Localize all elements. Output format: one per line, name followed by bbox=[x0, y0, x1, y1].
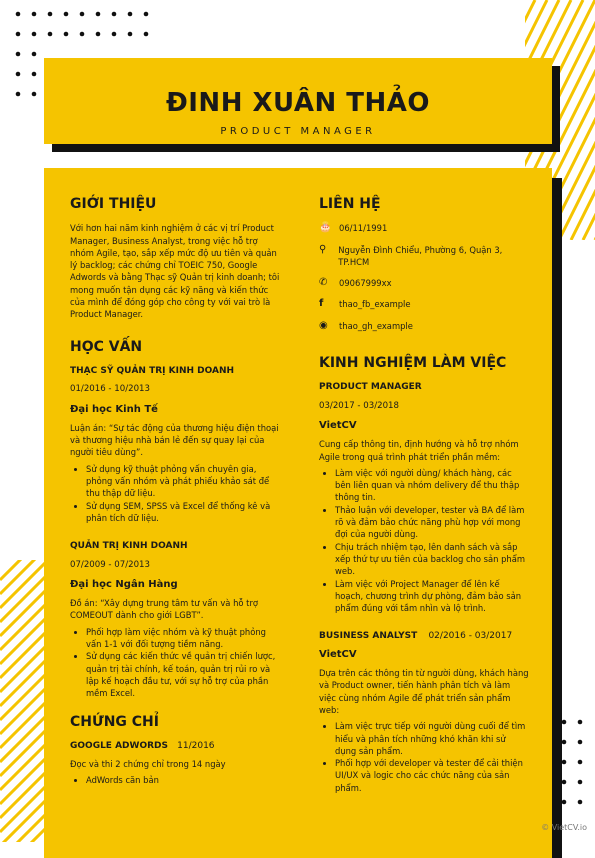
certificate-name: GOOGLE ADWORDS bbox=[70, 740, 168, 751]
list-item: • Làm việc với Project Manager để lên kế hoạch, chương trình dự phòng, đảm bảo sản phẩm đúng với tầm nhìn và lộ trình. bbox=[335, 578, 529, 615]
job-position: BUSINESS ANALYST bbox=[319, 631, 418, 642]
contact-phone bbox=[319, 277, 529, 289]
candidate-name: ĐINH XUÂN THẢO bbox=[165, 88, 431, 118]
job-bullets bbox=[319, 467, 529, 615]
job-date: 02/2016 - 03/2017 bbox=[428, 631, 513, 642]
education-section bbox=[70, 338, 280, 700]
degree-desc: Luận án: “Sự tác động của thương hiệu điện thoại và thương hiệu nhà bán lẻ đến sự quay lại của người tiêu dùng”. bbox=[70, 422, 279, 458]
school-name: Đại học Kinh Tế bbox=[70, 403, 158, 415]
experience-title: KINH NGHIỆM LÀM VIỆC bbox=[319, 355, 507, 372]
degree-bullets bbox=[70, 626, 280, 700]
education-title: HỌC VẤN bbox=[70, 338, 143, 355]
degree-title: QUẢN TRỊ KINH DOANH bbox=[70, 541, 188, 552]
contact-text: 06/11/1991 bbox=[339, 223, 388, 234]
job-item bbox=[319, 381, 529, 614]
school-name: Đại học Ngân Hàng bbox=[70, 578, 178, 590]
degree-date: 07/2009 - 07/2013 bbox=[70, 559, 150, 570]
phone-icon: ✆ bbox=[319, 277, 328, 289]
about-text: Với hơn hai năm kinh nghiệm ở các vị trí Product Manager, Business Analyst, trong việc hỗ trợ nhóm Agile, tạo, sắp xếp mức độ ưu tiên và quản lý backlog; các chứng chỉ TOEIC 750, Google Adwords và bằng Thạc sỹ Quản trị kinh doanh; tôi mong muốn tận dụng các kỹ năng và kiến thức của mình để đóng góp cho công ty với vai trò là Product Manager. bbox=[70, 223, 280, 320]
contact-section bbox=[319, 198, 529, 332]
contact-text[interactable]: thao_fb_example bbox=[339, 299, 411, 310]
contact-text: Nguyễn Đình Chiểu, Phường 6, Quận 3, TP.HCM bbox=[338, 244, 503, 267]
degree-date: 01/2016 - 10/2013 bbox=[70, 384, 150, 395]
contact-github[interactable] bbox=[319, 320, 529, 332]
list-item: • Phối hợp với developer và tester để cải thiện UI/UX và logic cho các chức năng của sản phẩm. bbox=[335, 757, 529, 794]
list-item: • Phối hợp làm việc nhóm và kỹ thuật phỏng vấn 1-1 với đối tượng tiềm năng. bbox=[86, 626, 280, 651]
list-item: • Thảo luận với developer, tester và BA để làm rõ và đảm bảo chức năng phù hợp với mong đợi của người dùng. bbox=[335, 504, 529, 541]
dot-pattern-bottom-right bbox=[560, 718, 595, 828]
contact-text[interactable]: thao_gh_example bbox=[339, 320, 413, 331]
certificate-desc: Đọc và thi 2 chứng chỉ trong 14 ngày bbox=[70, 759, 226, 770]
experience-section bbox=[319, 357, 529, 794]
about-section bbox=[70, 198, 280, 321]
header-banner bbox=[44, 58, 552, 144]
degree-bullets bbox=[70, 463, 280, 524]
job-item bbox=[319, 630, 529, 794]
certificates-section bbox=[70, 713, 280, 787]
about-title: GIỚI THIỆU bbox=[70, 196, 157, 212]
cake-icon: 🎂 bbox=[319, 222, 332, 234]
right-column bbox=[319, 198, 529, 794]
content-card bbox=[44, 168, 552, 858]
degree-title: THẠC SỸ QUẢN TRỊ KINH DOANH bbox=[70, 365, 235, 376]
contact-title: LIÊN HỆ bbox=[319, 196, 381, 212]
education-item bbox=[70, 540, 280, 699]
certificate-bullets bbox=[70, 774, 280, 786]
certificate-heading bbox=[70, 740, 280, 752]
github-icon: ◉ bbox=[319, 319, 328, 331]
job-company: VietCV bbox=[319, 419, 357, 431]
certificates-title: CHỨNG CHỈ bbox=[70, 713, 159, 730]
contact-birthday bbox=[319, 222, 529, 234]
certificate-date: 11/2016 bbox=[177, 740, 215, 751]
job-desc: Cung cấp thông tin, định hướng và hỗ trợ nhóm Agile trong quá trình phát triển phần mềm: bbox=[319, 439, 519, 462]
watermark: © VietCV.io bbox=[541, 823, 587, 832]
job-position: PRODUCT MANAGER bbox=[319, 382, 422, 393]
job-heading bbox=[319, 630, 529, 642]
list-item: • Làm việc với người dùng/ khách hàng, các bên liên quan và nhóm delivery để thu thập thông tin. bbox=[335, 467, 529, 504]
left-column bbox=[70, 198, 280, 787]
list-item: • AdWords căn bản bbox=[86, 774, 280, 786]
job-date: 03/2017 - 03/2018 bbox=[319, 400, 399, 411]
list-item: • Làm việc trực tiếp với người dùng cuối để tìm hiểu và phân tích những khó khăn khi sử dụng sản phẩm. bbox=[335, 720, 529, 757]
list-item: • Sử dụng kỹ thuật phỏng vấn chuyên gia, phỏng vấn nhóm và phát phiếu khảo sát để thu thập dữ liệu. bbox=[86, 463, 280, 500]
education-item bbox=[70, 365, 280, 524]
job-bullets bbox=[319, 720, 529, 794]
list-item: • Chịu trách nhiệm tạo, lên danh sách và sắp xếp thứ tự ưu tiên của backlog cho sản phẩm web. bbox=[335, 541, 529, 578]
job-desc: Dựa trên các thông tin từ người dùng, khách hàng và Product owner, tiến hành phân tích và làm việc cùng nhóm Agile để phát triển sản phẩm web: bbox=[319, 668, 529, 715]
list-item: • Sử dụng SEM, SPSS và Excel để thống kê và phân tích dữ liệu. bbox=[86, 500, 280, 525]
contact-address bbox=[319, 244, 529, 269]
facebook-icon: f bbox=[319, 298, 324, 310]
candidate-role: PRODUCT MANAGER bbox=[220, 126, 376, 137]
contact-text: 09067999xx bbox=[339, 278, 392, 289]
degree-desc: Đồ án: “Xây dựng trung tâm tư vấn và hỗ trợ COMEOUT dành cho giới LGBT”. bbox=[70, 598, 259, 621]
location-icon: ⚲ bbox=[319, 243, 327, 255]
job-company: VietCV bbox=[319, 648, 357, 660]
contact-facebook[interactable] bbox=[319, 298, 529, 310]
list-item: • Sử dụng các kiến thức về quản trị chiến lược, quản trị tài chính, kế toán, quản trị rủi ro và lập kế hoạch đầu tư, với sự hỗ trợ của phần mềm Excel. bbox=[86, 650, 280, 699]
